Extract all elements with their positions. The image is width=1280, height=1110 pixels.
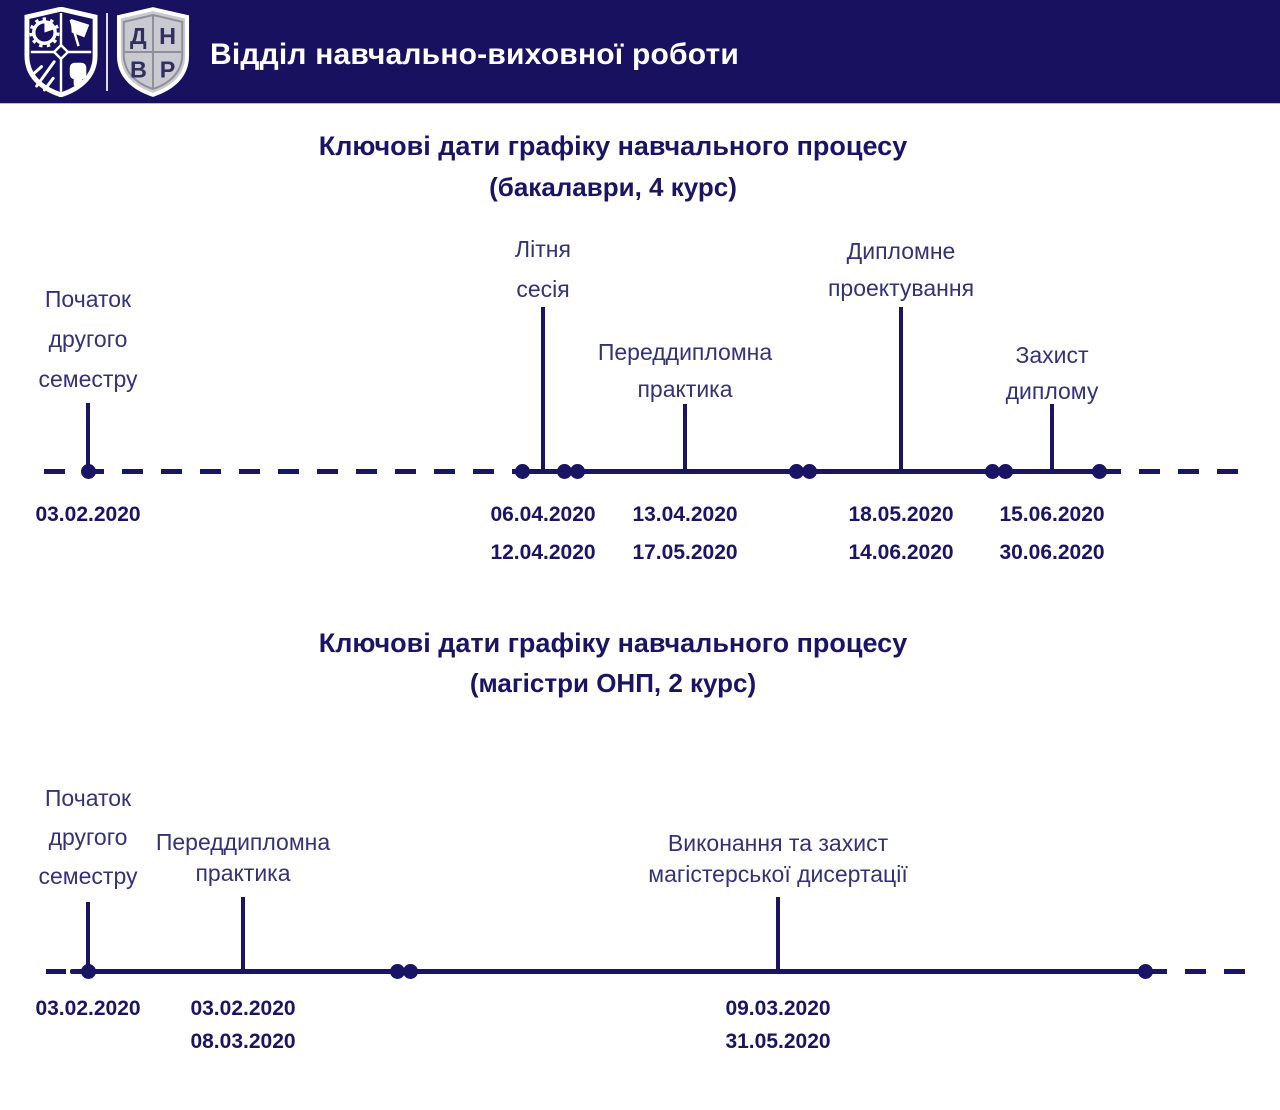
event-label bbox=[39, 779, 138, 896]
event-label bbox=[828, 233, 974, 307]
header-divider bbox=[106, 13, 108, 91]
university-emblem-icon bbox=[24, 7, 98, 97]
header-title: Відділ навчально-виховної роботи bbox=[210, 38, 740, 71]
timeline-dot bbox=[81, 464, 96, 479]
timeline-dot bbox=[1138, 964, 1153, 979]
timeline-tick bbox=[86, 902, 90, 971]
timeline-dot bbox=[81, 964, 96, 979]
event-date: 03.02.2020 bbox=[190, 997, 296, 1020]
dnvr-letter-n: Н bbox=[159, 23, 177, 50]
timeline-dashed-segment bbox=[44, 469, 518, 474]
dnvr-letter-r: Р bbox=[159, 56, 176, 83]
gear-icon bbox=[31, 19, 58, 46]
event-label-line: Переддипломна bbox=[155, 829, 331, 855]
event-label-line: Дипломне bbox=[846, 238, 956, 264]
event-label-line: другого bbox=[48, 326, 128, 352]
event-date: 14.06.2020 bbox=[848, 541, 954, 564]
event-label-line: семестру bbox=[38, 366, 138, 392]
event-label-line: Літня bbox=[515, 236, 571, 262]
timeline-dot bbox=[570, 464, 585, 479]
header-bar bbox=[0, 0, 1280, 103]
section1-title: Ключові дати графіку навчального процесу bbox=[318, 131, 908, 161]
event-label-line: практика bbox=[637, 376, 733, 402]
event-label-line: практика bbox=[195, 860, 291, 886]
dnvr-letter-d: Д bbox=[130, 23, 147, 50]
section1-subtitle: (бакалаври, 4 курс) bbox=[489, 172, 737, 202]
event-date: 08.03.2020 bbox=[190, 1030, 296, 1053]
event-label bbox=[1006, 337, 1099, 409]
timeline-dashed-segment bbox=[1100, 469, 1252, 474]
event-label-line: Виконання та захист bbox=[667, 830, 889, 856]
timeline-tick bbox=[541, 307, 545, 471]
event-label bbox=[156, 827, 330, 889]
event-label-line: Переддипломна bbox=[597, 339, 773, 365]
timeline-dot bbox=[1092, 464, 1107, 479]
event-date: 12.04.2020 bbox=[490, 541, 596, 564]
timeline-tick bbox=[1050, 404, 1054, 471]
timeline-tick bbox=[683, 404, 687, 471]
timeline-tick bbox=[899, 307, 903, 471]
event-date: 06.04.2020 bbox=[490, 503, 596, 526]
event-label-line: семестру bbox=[38, 863, 138, 889]
timeline-dashed-segment bbox=[46, 969, 66, 974]
event-label-line: Початок bbox=[44, 785, 132, 811]
timeline-dashed-segment bbox=[1146, 969, 1252, 974]
timeline-dot bbox=[802, 464, 817, 479]
event-label-line: Захист bbox=[1015, 342, 1089, 368]
event-label bbox=[39, 279, 138, 399]
event-label-line: магістерської дисертації bbox=[648, 861, 908, 887]
event-date: 17.05.2020 bbox=[632, 541, 738, 564]
event-date: 09.03.2020 bbox=[725, 997, 831, 1020]
event-label-line: сесія bbox=[516, 276, 570, 302]
section2-subtitle: (магістри ОНП, 2 курс) bbox=[469, 668, 757, 698]
timeline-dot bbox=[998, 464, 1013, 479]
event-date: 30.06.2020 bbox=[999, 541, 1105, 564]
section2-title: Ключові дати графіку навчального процесу bbox=[318, 628, 908, 658]
timeline-tick bbox=[241, 897, 245, 971]
event-label bbox=[598, 334, 772, 408]
event-label bbox=[515, 229, 571, 309]
timeline-dot bbox=[403, 964, 418, 979]
dnvr-emblem-icon bbox=[116, 7, 190, 97]
event-label-line: диплому bbox=[1005, 378, 1099, 404]
flag-icon bbox=[71, 19, 89, 46]
dnvr-letter-v: В bbox=[129, 56, 147, 83]
event-label-line: Початок bbox=[44, 286, 132, 312]
event-date: 15.06.2020 bbox=[999, 503, 1105, 526]
event-label-line: другого bbox=[48, 824, 128, 850]
event-date: 03.02.2020 bbox=[35, 997, 141, 1020]
timeline-dot bbox=[515, 464, 530, 479]
timeline-tick bbox=[86, 403, 90, 471]
event-date: 18.05.2020 bbox=[848, 503, 954, 526]
event-date: 31.05.2020 bbox=[725, 1030, 831, 1053]
timeline-tick bbox=[776, 897, 780, 971]
event-date: 03.02.2020 bbox=[35, 503, 141, 526]
event-date: 13.04.2020 bbox=[632, 503, 738, 526]
event-label-line: проектування bbox=[827, 275, 975, 301]
event-label bbox=[648, 828, 907, 890]
timeline-solid-segment bbox=[70, 969, 1146, 974]
